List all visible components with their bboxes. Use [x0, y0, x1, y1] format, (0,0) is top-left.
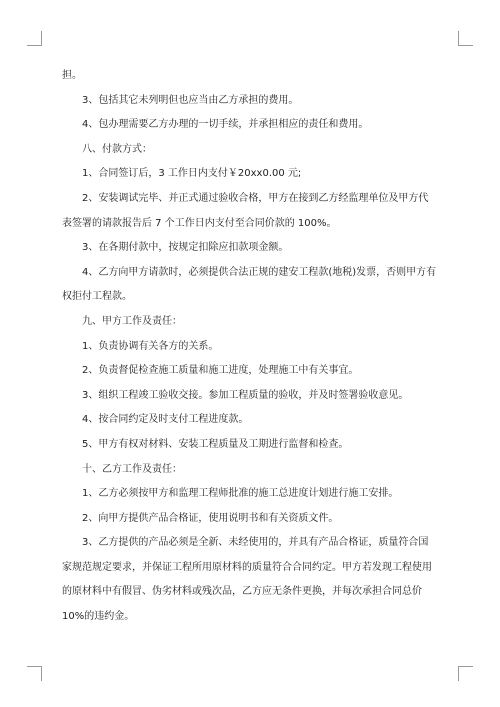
paragraph [62, 64, 446, 89]
paragraph-line: 4、按合同约定及时支付工程进度款。 [82, 414, 249, 426]
paragraph-line: 1、合同签订后，3 工作日内支付￥20xx0.00 元; [82, 168, 302, 180]
paragraph [62, 408, 446, 433]
paragraph [62, 113, 446, 138]
paragraph-line: 的原材料中有假冒、伪劣材料或残次品，乙方应无条件更换，并每次承担合同总价 [62, 586, 422, 598]
paragraph-line: 5、甲方有权对材料、安装工程质量及工期进行监督和检查。 [82, 438, 349, 450]
paragraph-line: 2、负责督促检查施工质量和施工进度，处理施工中有关事宜。 [82, 365, 359, 377]
paragraph [62, 458, 446, 483]
paragraph-line: 九、甲方工作及责任： [82, 315, 182, 327]
paragraph-line: 表签署的请款报告后 7 个工作日内支付至合同价款的 100%。 [62, 217, 337, 229]
paragraph-line: 3、乙方提供的产品必须是全新、未经使用的，并具有产品合格证，质量符合国 [82, 537, 429, 549]
paragraph [62, 261, 446, 310]
paragraph-line: 4、包办理需要乙方办理的一切手续，并承担相应的责任和费用。 [82, 119, 369, 131]
paragraph-line: 八、付款方式： [82, 143, 152, 155]
crop-mark-bottom-right [458, 666, 473, 681]
paragraph [62, 310, 446, 335]
paragraph [62, 187, 446, 236]
paragraph-line: 10%的违约金。 [62, 611, 135, 623]
paragraph [62, 335, 446, 360]
paragraph-line: 3、在各期付款中，按规定扣除应扣款项金额。 [82, 242, 289, 254]
paragraph-line: 家规范规定要求，并保证工程所用原材料的质量符合合同约定。甲方若发现工程使用 [62, 561, 432, 573]
paragraph [62, 433, 446, 458]
paragraph-line: 4、乙方向甲方请款时，必须提供合法正规的建安工程款(地税)发票，否则甲方有 [82, 266, 437, 278]
paragraph-line: 1、乙方必须按甲方和监理工程师批准的施工总进度计划进行施工安排。 [82, 488, 399, 500]
paragraph-line: 担。 [62, 70, 82, 81]
paragraph-line: 1、负责协调有关各方的关系。 [82, 340, 219, 352]
paragraph [62, 89, 446, 114]
paragraph-line: 十、乙方工作及责任： [82, 463, 182, 475]
paragraph-line: 3、包括其它未列明但也应当由乙方承担的费用。 [82, 94, 299, 106]
crop-mark-bottom-left [27, 666, 42, 681]
crop-mark-top-left [27, 31, 42, 46]
paragraph-line: 3、组织工程竣工验收交接。参加工程质量的验收，并及时签署验收意见。 [82, 389, 409, 401]
paragraph [62, 162, 446, 187]
paragraph [62, 531, 446, 629]
paragraph [62, 384, 446, 409]
paragraph-line: 2、向甲方提供产品合格证，使用说明书和有关资质文件。 [82, 512, 339, 524]
paragraph-line: 2、安装调试完毕、并正式通过验收合格，甲方在接到乙方经监理单位及甲方代 [82, 192, 429, 204]
crop-mark-top-right [458, 31, 473, 46]
paragraph-line: 权拒付工程款。 [62, 291, 132, 303]
paragraph [62, 138, 446, 163]
paragraph [62, 359, 446, 384]
paragraph [62, 507, 446, 532]
paragraph [62, 236, 446, 261]
document-body [62, 64, 446, 630]
paragraph [62, 482, 446, 507]
